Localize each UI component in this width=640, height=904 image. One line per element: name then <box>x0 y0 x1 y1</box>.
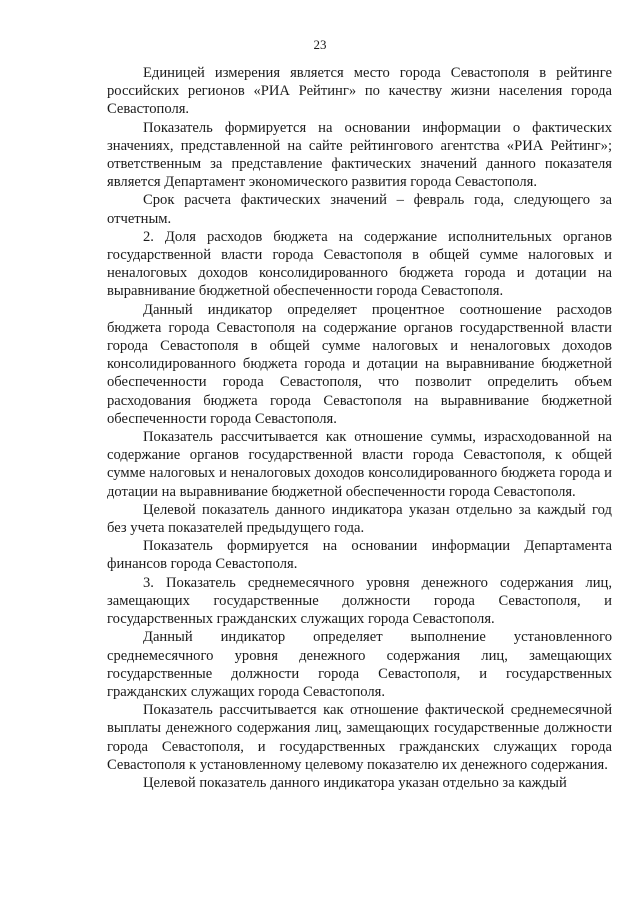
paragraph-indicator-3-target: Целевой показатель данного индикатора указан отдельно за каждый <box>143 774 567 791</box>
paragraph-indicator-2-target: Целевой показатель данного индикатора указан отдельно за каждый год без учета показателей предыдущего года. <box>107 501 612 537</box>
paragraph-indicator-2-source: Показатель формируется на основании информации Департамента финансов города Севастополя. <box>107 538 612 573</box>
document-body <box>107 64 612 792</box>
paragraph-indicator-3-title: 3. Показатель среднемесячного уровня денежного содержания лиц, замещающих государственные должности города Севастополя, и государственных гражданских служащих города Севастополя. <box>107 574 612 628</box>
paragraph-indicator-2-title: 2. Доля расходов бюджета на содержание исполнительных органов государственной власти города Севастополя в общей сумме налоговых и неналоговых доходов консолидированного бюджета города и дотации на выравнивание бюджетной обеспеченности города Севастополя. <box>107 228 612 300</box>
paragraph-indicator-2-definition: Данный индикатор определяет процентное соотношение расходов бюджета города Севастополя на содержание органов государственной власти города Севастополя в общей сумме налоговых и неналоговых доходов консолидированного бюджета города и дотации на выравнивание бюджетной обеспеченности города Севастополя, что позволит определить объем расходования бюджета города Севастополя на выравнивание бюджетной обеспеченности города Севастополя. <box>107 301 612 427</box>
paragraph-indicator-2-calculation: Показатель рассчитывается как отношение суммы, израсходованной на содержание органов государственной власти города Севастополя, к общей сумме налоговых и неналоговых доходов консолидированного бюджета города и дотации на выравнивание бюджетной обеспеченности города Севастополя. <box>107 429 612 500</box>
paragraph-unit-of-measure: Единицей измерения является место города Севастополя в рейтинге российских регионов «РИА Рейтинг» по качеству жизни населения города Севастополя. <box>107 65 612 118</box>
paragraph-indicator-3-calculation: Показатель рассчитывается как отношение фактической среднемесячной выплаты денежного содержания лиц, замещающих государственные должности города Севастополя, и государственных гражданских служащих города Севастополя к установленному целевому показателю их денежного содержания. <box>107 702 612 773</box>
paragraph-indicator-3-definition: Данный индикатор определяет выполнение установленного среднемесячного уровня денежного содержания лиц, замещающих государственные должности города Севастополя, и государственных гражданских служащих города Севастополя. <box>107 629 612 700</box>
paragraph-data-source: Показатель формируется на основании информации о фактических значениях, представленной на сайте рейтингового агентства «РИА Рейтинг»; ответственным за представление фактических значений данного показателя является Департамент экономического развития города Севастополя. <box>107 119 612 191</box>
paragraph-calculation-deadline: Срок расчета фактических значений – февраль года, следующего за отчетным. <box>107 192 612 227</box>
page-number: 23 <box>313 37 327 52</box>
